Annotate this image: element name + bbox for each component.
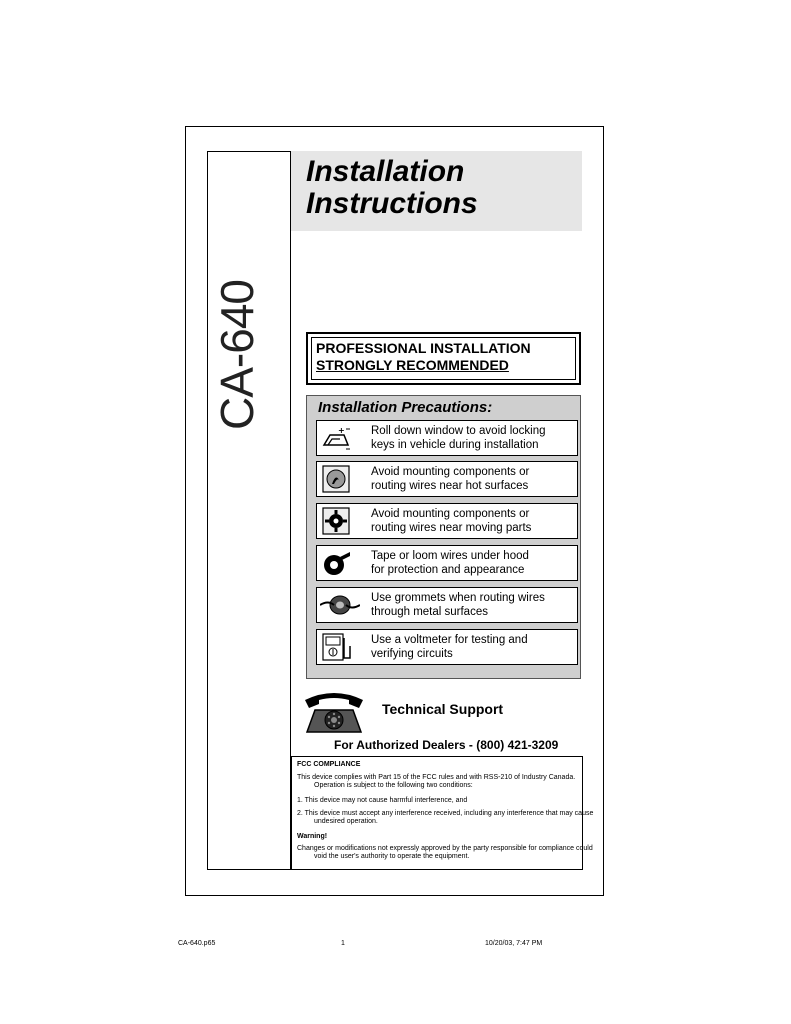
model-number: CA-640 (211, 280, 263, 430)
technical-support-title: Technical Support (382, 701, 504, 717)
tape-roll-icon (320, 548, 352, 578)
precaution-item: Use a voltmeter for testing and verifying circuits (316, 629, 578, 665)
fcc-paragraph: 2. This device must accept any interference received, including any interference that may cause undesired operation. (297, 810, 594, 825)
title-line-1: Installation (306, 155, 465, 188)
warning-heading: Warning! (297, 833, 328, 840)
spine-panel (207, 151, 291, 870)
precaution-item: Avoid mounting components or routing wires near hot surfaces (316, 461, 578, 497)
svg-text:+: + (338, 426, 345, 435)
car-window-icon (320, 423, 352, 453)
professional-installation-box (306, 332, 581, 385)
footer-page: 1 (341, 940, 345, 947)
precaution-item: Avoid mounting components or routing wires near moving parts (316, 503, 578, 539)
footer-date: 10/20/03, 7:47 PM (485, 940, 543, 947)
telephone-icon (303, 690, 365, 734)
footer-file: CA-640.p65 (178, 940, 216, 947)
precaution-item: Tape or loom wires under hood for protection and appearance (316, 545, 578, 581)
fcc-paragraph: This device complies with Part 15 of the FCC rules and with RSS-210 of Industry Canada. Operation is subject to the following two conditions: (297, 774, 576, 789)
precaution-item: Use grommets when routing wires through metal surfaces (316, 587, 578, 623)
page-title (306, 156, 478, 220)
fcc-paragraph: 1. This device may not cause harmful interference, and (297, 797, 468, 804)
grommet-icon (320, 590, 360, 620)
title-line-2: Instructions (306, 187, 478, 220)
hot-surface-icon (320, 464, 352, 494)
precautions-title: Installation Precautions: (318, 399, 493, 416)
precaution-item: + Roll down window to avoid locking keys in vehicle during installation (316, 420, 578, 456)
voltmeter-icon (320, 632, 352, 662)
fcc-heading: FCC COMPLIANCE (297, 761, 361, 768)
fcc-paragraph: Changes or modifications not expressly approved by the party responsible for compliance could void the user's authority to operate the equipment. (297, 845, 593, 860)
professional-line-1: PROFESSIONAL INSTALLATION (316, 340, 531, 356)
professional-line-2: STRONGLY RECOMMENDED (316, 357, 509, 373)
gear-icon (320, 506, 352, 536)
dealer-phone: For Authorized Dealers - (800) 421-3209 (334, 738, 559, 752)
